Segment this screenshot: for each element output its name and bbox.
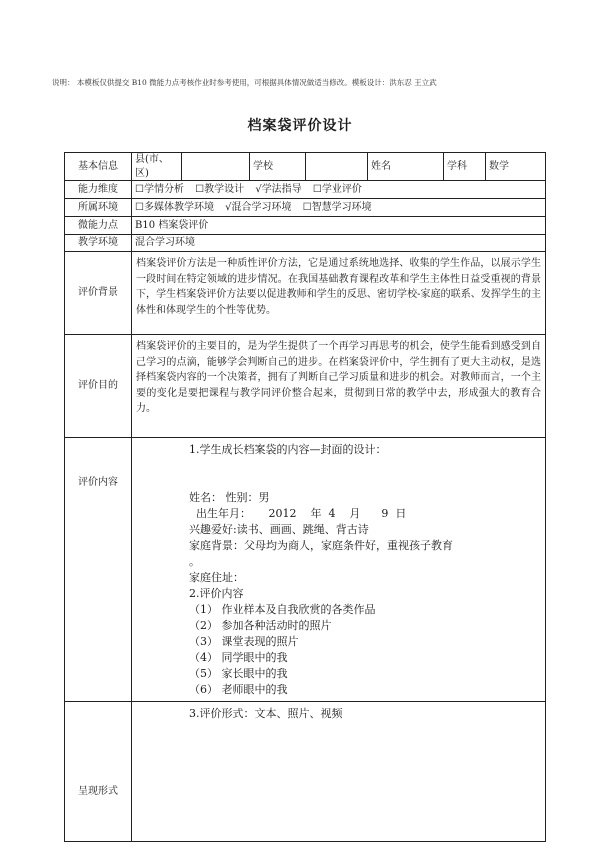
option-label: 教学设计: [204, 183, 245, 195]
option-smart[interactable]: [303, 201, 372, 215]
basic-info-label: 基本信息: [65, 153, 132, 181]
subject-value[interactable]: 数学: [486, 153, 546, 181]
cover-address-line: 家庭住址：: [189, 571, 244, 584]
purpose-text: 档案袋评价的主要目的，是为学生提供了一个再学习再思考的机会，使学生能看到感受到自己学习的点滴，能够学会判断自己的进步。在档案袋评价中，学生拥有了更大主动权，是选择档案袋内容的一个决策者，拥有了判断自己学习质量和进步的机会。对教师而言，一个主要的变化是要把课程与教学同评价整合起来，贯彻到日常的教学中去，形成强大的教育合力。: [136, 341, 541, 414]
option-label: 智慧学习环境: [311, 201, 372, 213]
evaluation-table: [64, 152, 546, 842]
row-teaching-env: [65, 235, 546, 252]
option-label: 学业评价: [321, 183, 362, 195]
content-list-item: （2） 参加各种活动时的照片: [189, 619, 332, 632]
content-section-heading: 2.评价内容: [189, 587, 244, 600]
environment-options: [132, 199, 546, 217]
unchecked-box-icon: ☐: [135, 183, 144, 195]
content-label: 评价内容: [65, 438, 132, 702]
unchecked-box-icon: ☐: [302, 201, 312, 213]
option-label: 多媒体教学环境: [143, 201, 214, 213]
row-background: [65, 252, 546, 335]
option-xueqing[interactable]: [135, 183, 184, 197]
cover-family-line: 家庭背景：父母均为商人，家庭条件好，重视孩子教育: [189, 539, 453, 552]
school-label: 学校: [250, 153, 306, 181]
check-mark-icon: √: [225, 201, 232, 213]
row-content: [65, 438, 546, 702]
content-list-item: （1） 作业样本及自我欣赏的各类作品: [189, 603, 376, 616]
content-list-item: （5） 家长眼中的我: [189, 667, 288, 680]
background-label: 评价背景: [65, 252, 132, 335]
row-environment: [65, 199, 546, 217]
option-mixed[interactable]: [225, 201, 291, 215]
school-value[interactable]: [306, 153, 368, 181]
presentation-cell[interactable]: [132, 702, 546, 842]
cover-hobby-line: 兴趣爱好:读书、画画、跳绳、背古诗: [189, 523, 369, 536]
option-label: 学情分析: [143, 183, 184, 195]
background-text: 档案袋评价方法是一种质性评价方法，它是通过系统地选择、收集的学生作品，以展示学生一段时间在特定领域的进步情况。在我国基础教育课程改革和学生主体性日益受重视的背景下，学生档案袋评价方法要以促进教师和学生的反思、密切学校-家庭的联系、发挥学生的主体性和体现学生的个性等优势。: [136, 258, 541, 316]
cover-birth-line: 出生年月： 2012 年 4 月 9 日: [189, 507, 407, 520]
content-heading: 1.学生成长档案袋的内容—封面的设计：: [189, 443, 387, 456]
check-mark-icon: √: [255, 183, 262, 195]
option-xuefa[interactable]: [255, 183, 301, 197]
option-label: 混合学习环境: [231, 201, 292, 213]
row-presentation: [65, 702, 546, 842]
background-cell[interactable]: [132, 252, 546, 335]
ability-label: 能力维度: [65, 181, 132, 199]
content-list-item: （4） 同学眼中的我: [189, 651, 288, 664]
presentation-text: 3.评价形式：文本、照片、视频: [189, 707, 343, 720]
county-label: 县(市、区): [132, 153, 182, 181]
row-purpose: [65, 335, 546, 438]
unchecked-box-icon: ☐: [195, 183, 205, 195]
presentation-label: 呈现形式: [65, 702, 132, 842]
subject-label: 学科: [444, 153, 486, 181]
page-title: 档案袋评价设计: [247, 118, 353, 134]
purpose-label: 评价目的: [65, 335, 132, 438]
teaching-env-label: 教学环境: [65, 235, 132, 252]
content-list-item: （3） 课堂表现的照片: [189, 635, 299, 648]
county-value[interactable]: [182, 153, 250, 181]
purpose-cell[interactable]: [132, 335, 546, 438]
name-label: 姓名: [368, 153, 444, 181]
ability-options: [132, 181, 546, 199]
unchecked-box-icon: ☐: [135, 201, 144, 213]
micro-ability-value[interactable]: B10 档案袋评价: [132, 217, 546, 235]
option-jiaoxue[interactable]: [195, 183, 244, 197]
row-micro-ability: [65, 217, 546, 235]
row-basic-info: [65, 153, 546, 181]
micro-ability-label: 微能力点: [65, 217, 132, 235]
template-note: 说明： 本模板仅供提交 B10 微能力点考核作业时参考使用，可根据具体情况做适当修改。模板设计：洪东忍 王立武: [52, 78, 437, 87]
content-body: [135, 442, 542, 698]
option-multimedia[interactable]: [135, 201, 214, 215]
option-label: 学法指导: [261, 183, 302, 195]
cover-name-line: 姓名： 性别：男: [189, 491, 270, 504]
option-xueye[interactable]: [313, 183, 362, 197]
row-ability: [65, 181, 546, 199]
unchecked-box-icon: ☐: [312, 183, 322, 195]
environment-label: 所属环境: [65, 199, 132, 217]
content-list-item: （6） 老师眼中的我: [189, 683, 288, 696]
teaching-env-value[interactable]: 混合学习环境: [132, 235, 546, 252]
content-cell[interactable]: [132, 438, 546, 702]
cover-family-line-end: 。: [189, 555, 200, 568]
